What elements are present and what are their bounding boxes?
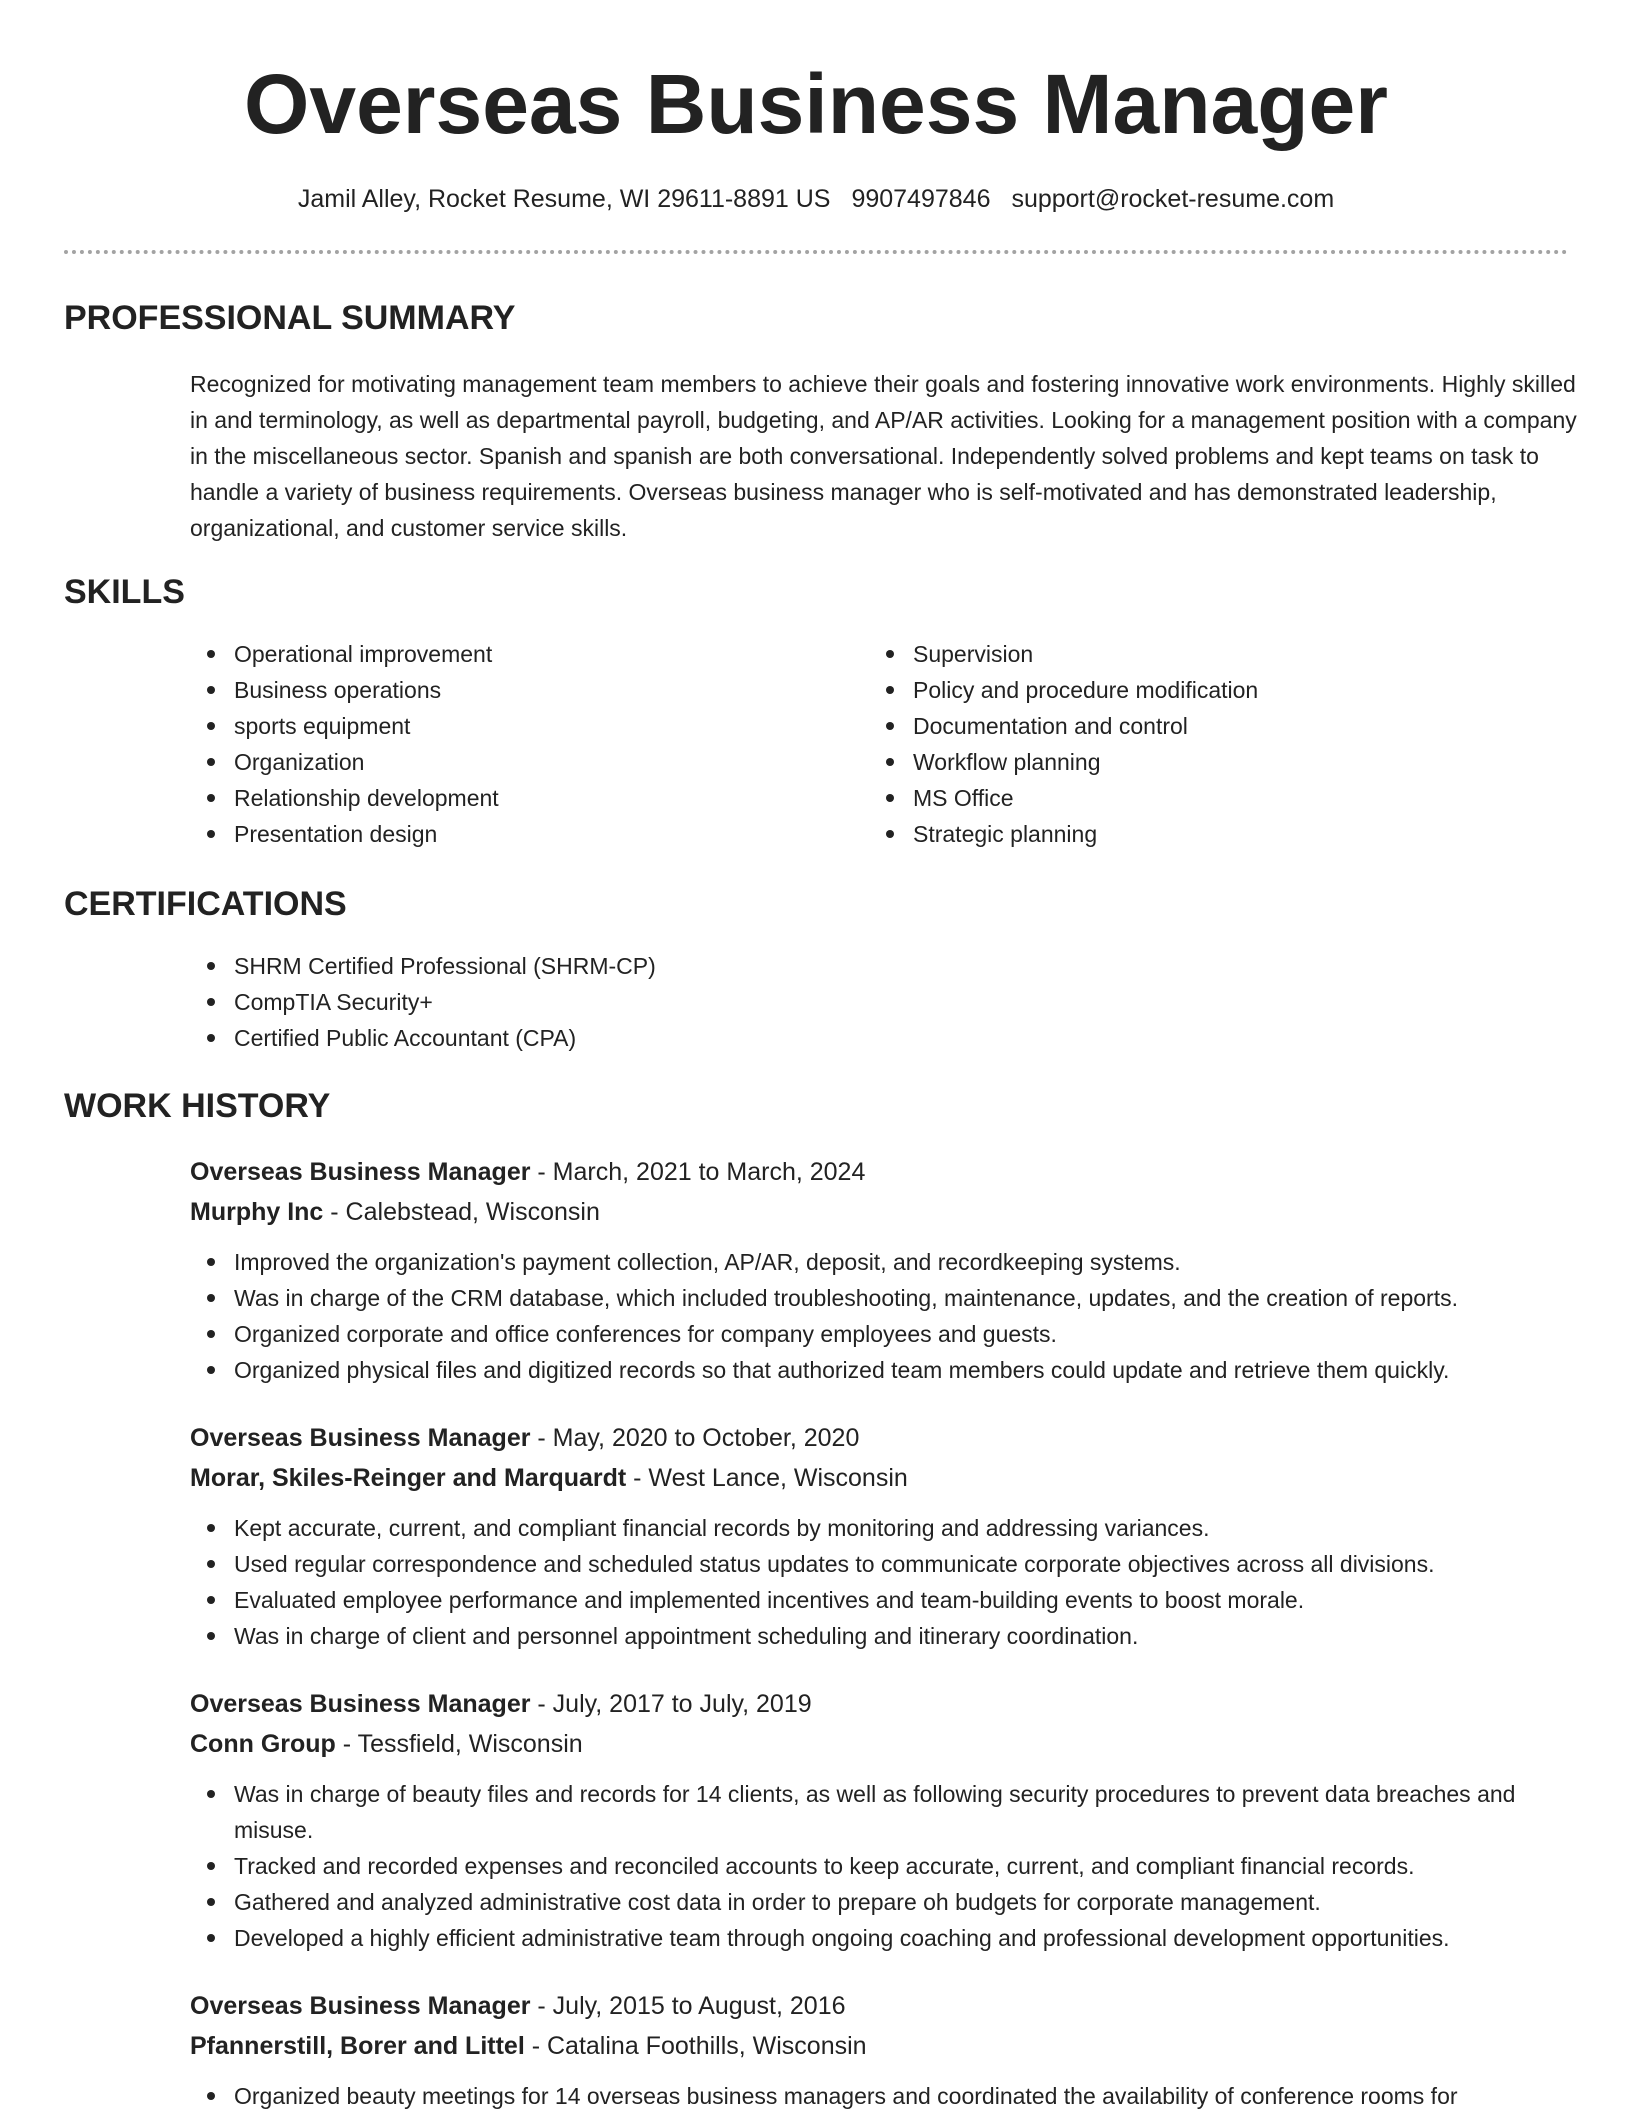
job-bullet: Gathered and analyzed administrative cost data in order to prepare oh budgets for corporate management. (190, 1884, 1580, 1920)
resume-page (64, 0, 1577, 2112)
certifications-heading: CERTIFICATIONS (64, 885, 347, 923)
job-bullet: Developed a highly efficient administrative team through ongoing coaching and professional development opportunities. (190, 1920, 1580, 1956)
job-entry (190, 1986, 1568, 2112)
job-location: - Calebstead, Wisconsin (323, 1198, 600, 1226)
skill-item: Business operations (190, 672, 869, 708)
skills-list-right (869, 636, 1548, 852)
job-title-line (190, 1418, 1568, 1458)
certifications-list (190, 948, 1568, 1056)
skills-columns (190, 636, 1568, 852)
job-entry (190, 1684, 1568, 1956)
job-dates: - May, 2020 to October, 2020 (530, 1424, 860, 1452)
skill-item: Strategic planning (869, 816, 1548, 852)
job-title: Overseas Business Manager (190, 1424, 531, 1452)
job-company-line (190, 1724, 1568, 1764)
job-entry (190, 1418, 1568, 1654)
job-bullet: Was in charge of client and personnel appointment scheduling and itinerary coordination. (190, 1618, 1580, 1654)
job-bullet: Used regular correspondence and scheduled status updates to communicate corporate objectives across all divisions. (190, 1546, 1580, 1582)
job-entry (190, 1152, 1568, 1388)
skill-item: MS Office (869, 780, 1548, 816)
job-bullet: Improved the organization's payment collection, AP/AR, deposit, and recordkeeping systems. (190, 1244, 1580, 1280)
job-company: Murphy Inc (190, 1198, 324, 1226)
job-bullets (190, 1510, 1580, 1654)
job-company-line (190, 1192, 1568, 1232)
job-bullet: Kept accurate, current, and compliant financial records by monitoring and addressing variances. (190, 1510, 1580, 1546)
job-title-line (190, 1684, 1568, 1724)
summary-text: Recognized for motivating management team members to achieve their goals and fostering innovative work environments. Highly skilled in and terminology, as well as departmental payroll, budgeting, and AP/AR activities. Looking for a management position with a company in the miscellaneous sector. Spanish and spanish are both conversational. Independently solved problems and kept teams on task to handle a variety of business requirements. Overseas business manager who is self-motivated and has demonstrated leadership, organizational, and customer service skills. (190, 371, 1577, 541)
summary-section (64, 298, 1577, 546)
summary-heading: PROFESSIONAL SUMMARY (64, 299, 516, 337)
certification-item: SHRM Certified Professional (SHRM-CP) (190, 948, 1568, 984)
work-history-heading: WORK HISTORY (64, 1087, 331, 1125)
job-bullets (190, 1776, 1580, 1956)
certification-item: Certified Public Accountant (CPA) (190, 1020, 1568, 1056)
job-bullet: Evaluated employee performance and implemented incentives and team-building events to boost morale. (190, 1582, 1580, 1618)
job-bullet: Organized beauty meetings for 14 overseas business managers and coordinated the availability of conference rooms for (190, 2078, 1580, 2112)
skill-item: Organization (190, 744, 869, 780)
job-title-line (190, 1986, 1568, 2026)
job-location: - Tessfield, Wisconsin (335, 1730, 583, 1758)
job-title: Overseas Business Manager (190, 1158, 531, 1186)
skills-heading: SKILLS (64, 573, 185, 611)
certifications-section (64, 884, 1568, 1056)
header-divider (64, 250, 1568, 254)
job-location: - Catalina Foothills, Wisconsin (524, 2032, 867, 2060)
contact-address: Jamil Alley, Rocket Resume, WI 29611-8891 US (297, 185, 831, 213)
job-title: Overseas Business Manager (190, 1992, 531, 2020)
job-bullet: Tracked and recorded expenses and reconciled accounts to keep accurate, current, and compliant financial records. (190, 1848, 1580, 1884)
skills-section (64, 572, 1568, 852)
work-history-section (64, 1086, 1568, 2112)
job-company-line (190, 1458, 1568, 1498)
resume-title: Overseas Business Manager (244, 57, 1388, 151)
job-bullets (190, 1244, 1580, 1388)
skill-item: Relationship development (190, 780, 869, 816)
job-bullet: Organized corporate and office conferences for company employees and guests. (190, 1316, 1580, 1352)
job-location: - West Lance, Wisconsin (626, 1464, 908, 1492)
job-company-line (190, 2026, 1568, 2066)
skill-item: Operational improvement (190, 636, 869, 672)
job-company: Morar, Skiles-Reinger and Marquardt (190, 1464, 627, 1492)
certification-item: CompTIA Security+ (190, 984, 1568, 1020)
job-dates: - July, 2015 to August, 2016 (530, 1992, 846, 2020)
skill-item: Supervision (869, 636, 1548, 672)
job-bullet: Was in charge of beauty files and records for 14 clients, as well as following security procedures to prevent data breaches and misuse. (190, 1776, 1580, 1848)
job-dates: - March, 2021 to March, 2024 (530, 1158, 866, 1186)
contact-email: support@rocket-resume.com (1011, 185, 1335, 213)
job-bullet: Organized physical files and digitized records so that authorized team members could update and retrieve them quickly. (190, 1352, 1580, 1388)
job-bullets (190, 2078, 1580, 2112)
skill-item: Documentation and control (869, 708, 1548, 744)
skill-item: Presentation design (190, 816, 869, 852)
job-company: Conn Group (190, 1730, 336, 1758)
job-bullet: Was in charge of the CRM database, which included troubleshooting, maintenance, updates, and the creation of reports. (190, 1280, 1580, 1316)
skill-item: Policy and procedure modification (869, 672, 1548, 708)
contact-info (64, 182, 1568, 216)
skills-list-left (190, 636, 869, 852)
job-title: Overseas Business Manager (190, 1690, 531, 1718)
skill-item: sports equipment (190, 708, 869, 744)
contact-phone: 9907497846 (851, 185, 991, 213)
job-title-line (190, 1152, 1568, 1192)
job-company: Pfannerstill, Borer and Littel (190, 2032, 525, 2060)
job-dates: - July, 2017 to July, 2019 (530, 1690, 812, 1718)
skill-item: Workflow planning (869, 744, 1548, 780)
